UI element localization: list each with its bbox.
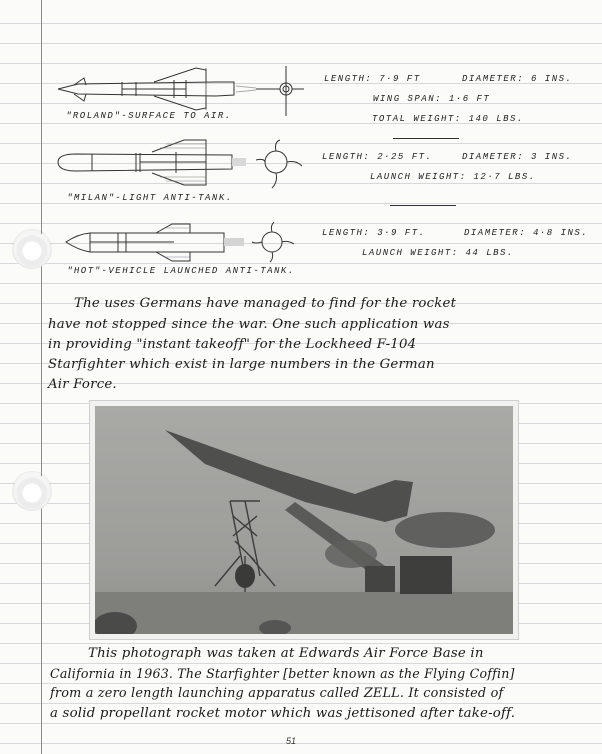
paragraph-1-line: have not stopped since the war. One such application was [48,317,450,332]
paragraph-2-line: This photograph was taken at Edwards Air Force Base in [88,646,484,661]
photo-scene [95,406,513,634]
paragraph-2-line: California in 1963. The Starfighter [better known as the Flying Coffin] [50,666,515,681]
paragraph-1-line: The uses Germans have managed to find for the rocket [74,296,457,311]
missile-caption-roland: "ROLAND"-SURFACE TO AIR. [66,111,232,121]
hot-missile-drawing [64,220,314,266]
hot-diameter: DIAMETER: 4·8 INS. [464,228,589,238]
milan-length: LENGTH: 2·25 FT. [322,152,433,162]
paragraph-1-line: Starfighter which exist in large numbers in the German [48,357,435,372]
hot-launch-weight: LAUNCH WEIGHT: 44 LBS. [362,248,514,258]
paragraph-1-line: in providing "instant takeoff" for the Lockheed F-104 [48,337,417,352]
paragraph-2-line: a solid propellant rocket motor which was jettisoned after take-off. [50,706,516,721]
milan-launch-weight: LAUNCH WEIGHT: 12·7 LBS. [370,172,536,182]
paragraph-2-line: from a zero length launching apparatus called ZELL. It consisted of [50,686,504,701]
roland-wing-span: WING SPAN: 1·6 FT [373,94,491,104]
missile-caption-hot: "HOT"-VEHICLE LAUNCHED ANTI-TANK. [67,266,295,276]
hot-length: LENGTH: 3·9 FT. [322,228,426,238]
milan-missile-drawing [56,138,306,194]
divider [393,138,459,139]
punch-hole [12,229,52,269]
divider [390,205,456,206]
paragraph-1-line: Air Force. [48,377,117,392]
roland-length: LENGTH: 7·9 FT [324,74,421,84]
roland-diameter: DIAMETER: 6 INS. [462,74,573,84]
starfighter-launch-photo [89,400,519,640]
milan-diameter: DIAMETER: 3 INS. [462,152,573,162]
missile-caption-milan: "MILAN"-LIGHT ANTI-TANK. [67,193,233,203]
margin-line [41,0,42,754]
punch-hole [12,471,52,511]
roland-total-weight: TOTAL WEIGHT: 140 LBS. [372,114,524,124]
page-number: 51 [286,736,297,746]
